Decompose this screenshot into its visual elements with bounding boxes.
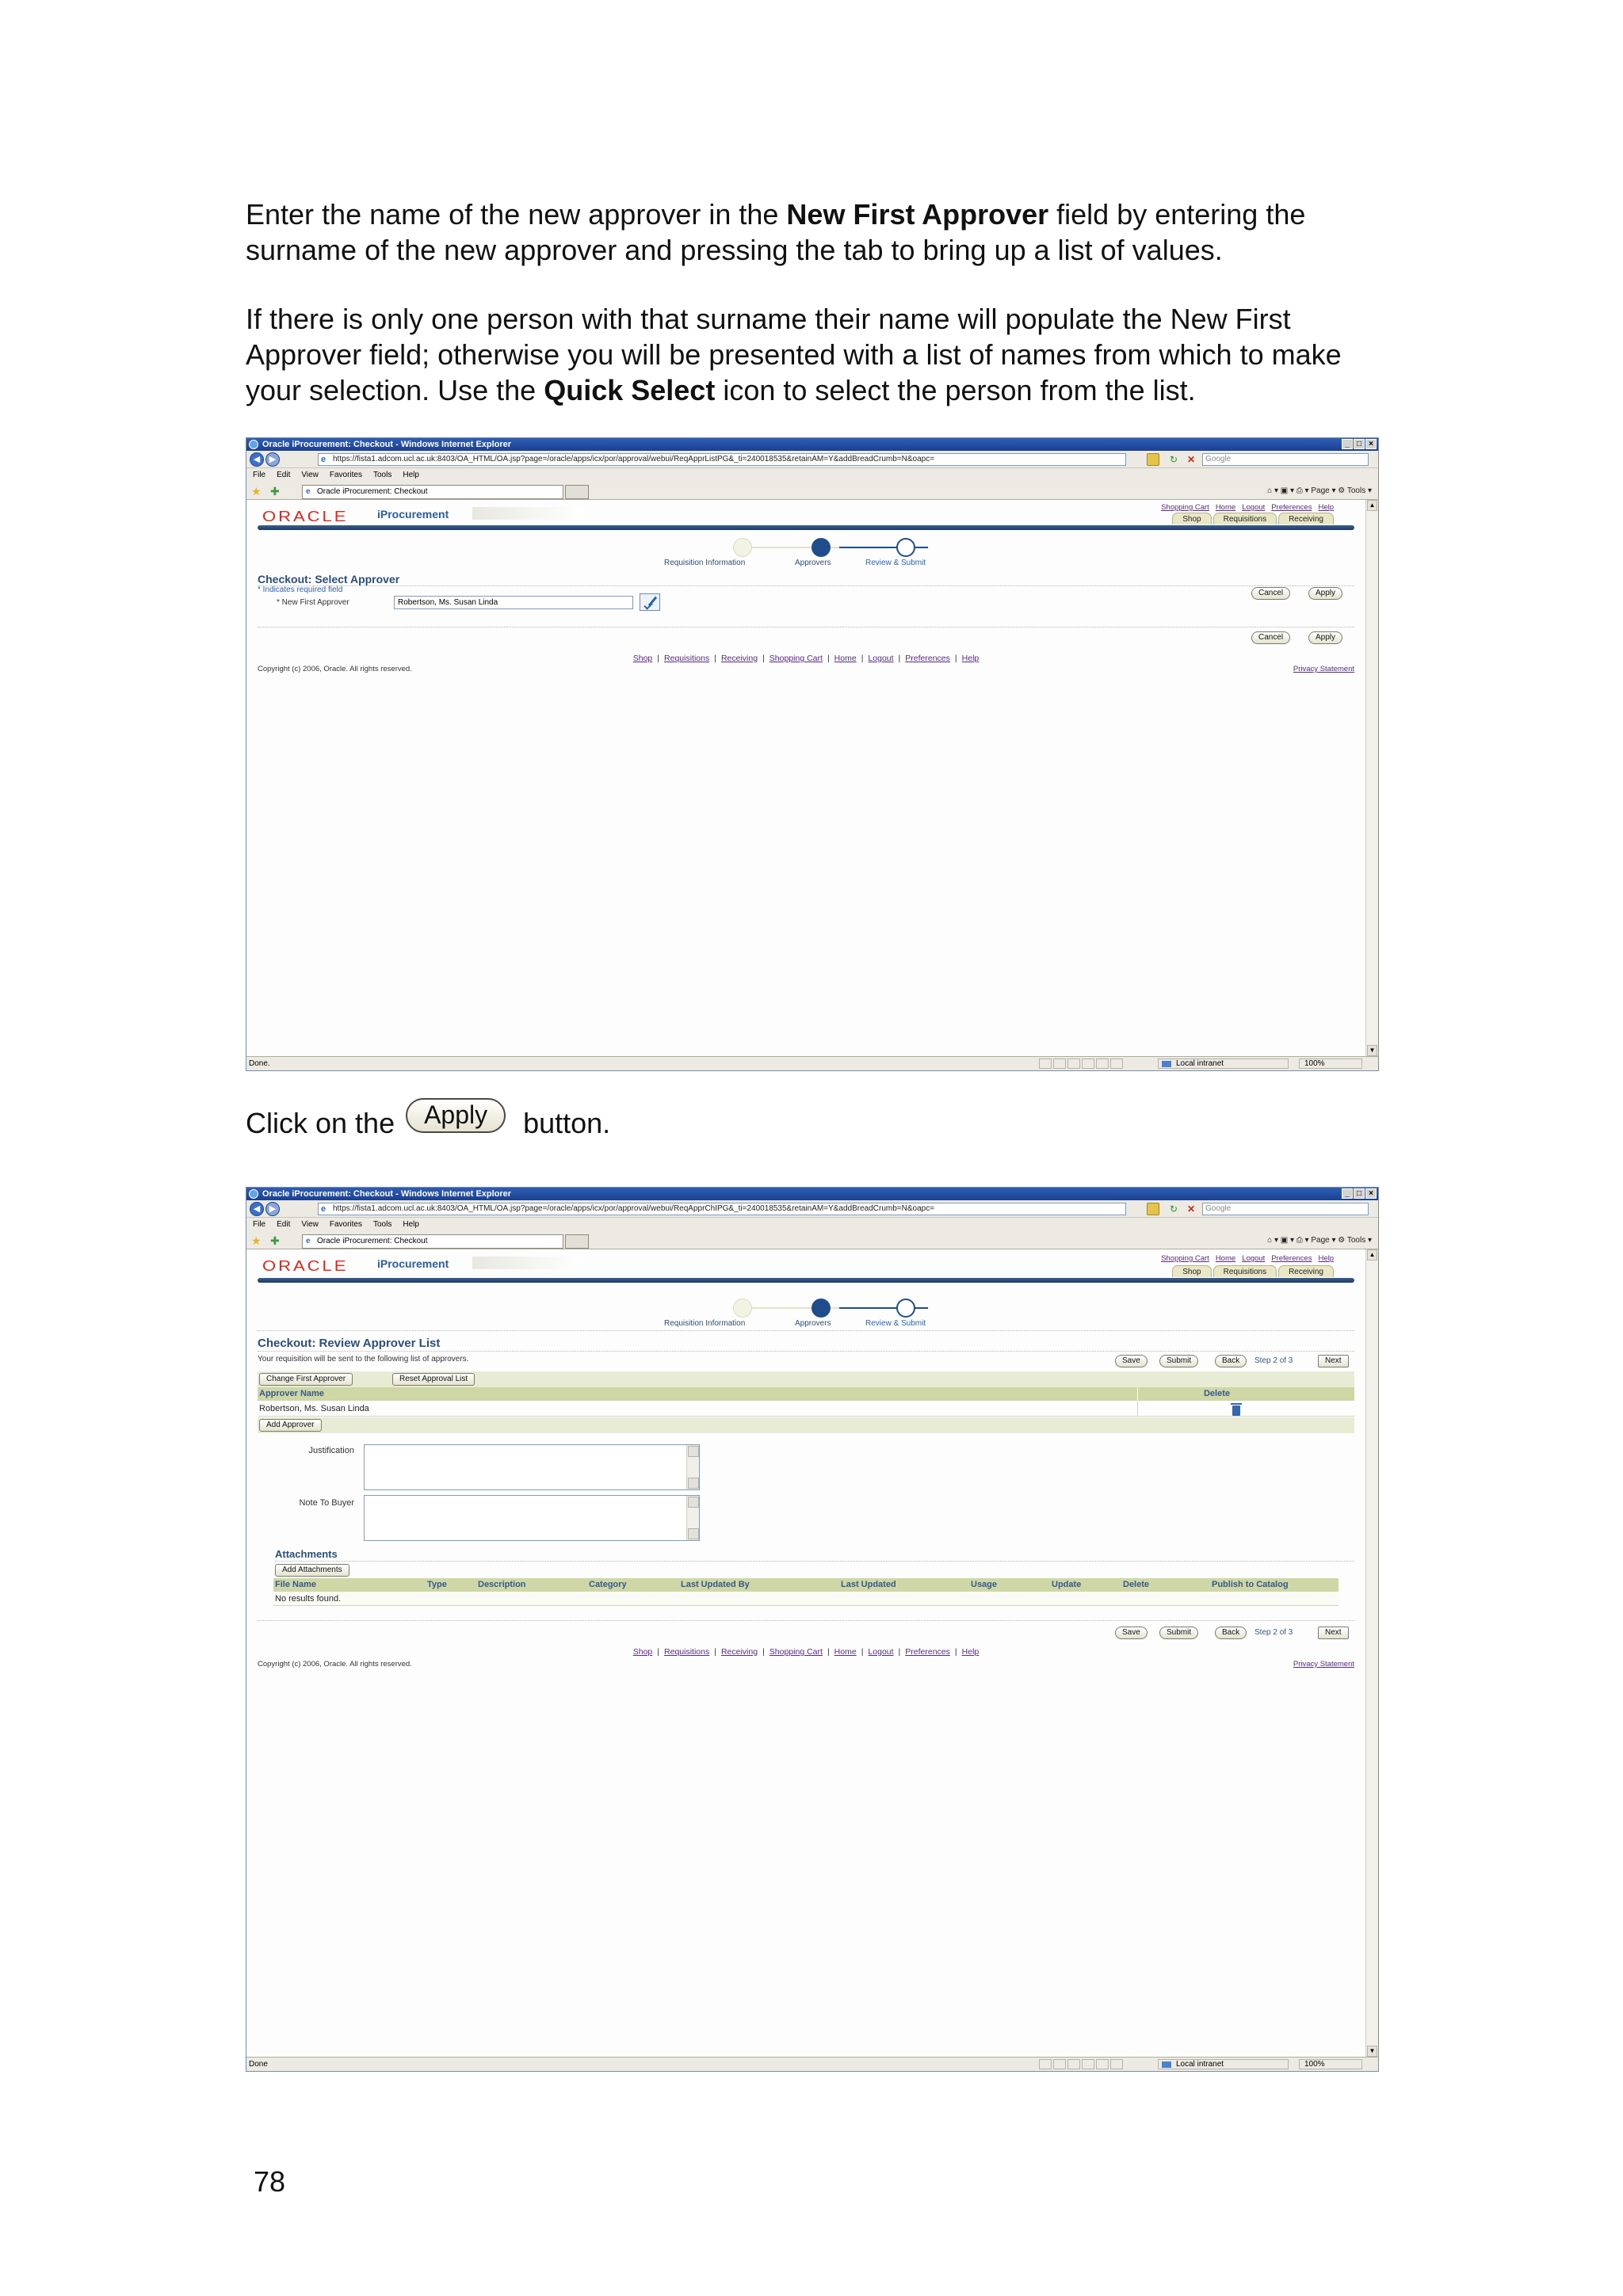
favorites-bar bbox=[246, 1232, 1378, 1249]
status-text: Done. bbox=[249, 1059, 270, 1068]
footer-link-shopping-cart[interactable]: Shopping Cart bbox=[769, 654, 823, 663]
search-input[interactable]: Google bbox=[1202, 1203, 1369, 1215]
footer-link-receiving[interactable]: Receiving bbox=[720, 1647, 758, 1657]
maximize-button[interactable]: □ bbox=[1354, 1188, 1365, 1199]
page-subtitle: Your requisition will be sent to the following list of approvers. bbox=[258, 1355, 469, 1363]
new-tab[interactable] bbox=[565, 1234, 589, 1249]
window-titlebar: Oracle iProcurement: Checkout - Windows Internet Explorer _ □ × bbox=[246, 438, 1378, 451]
footer-link-preferences[interactable]: Preferences bbox=[905, 1647, 950, 1657]
footer-link-shop[interactable]: Shop bbox=[632, 654, 653, 663]
refresh-icon[interactable]: ↻ bbox=[1169, 454, 1178, 465]
link-shopping-cart[interactable]: Shopping Cart bbox=[1161, 1254, 1209, 1263]
att-col-category: Category bbox=[589, 1580, 627, 1589]
next-button[interactable]: Next bbox=[1318, 1355, 1349, 1367]
table-row bbox=[273, 1592, 1338, 1606]
att-col-last-updated: Last Updated bbox=[841, 1580, 896, 1589]
link-home[interactable]: Home bbox=[1215, 1254, 1236, 1263]
tab-shop[interactable]: Shop bbox=[1172, 1265, 1211, 1277]
apply-button-image: Apply bbox=[406, 1098, 506, 1133]
att-col-last-updated-by: Last Updated By bbox=[681, 1580, 750, 1589]
link-logout[interactable]: Logout bbox=[1242, 503, 1266, 512]
menu-view[interactable]: View bbox=[301, 1220, 319, 1229]
approver-name-cell: Robertson, Ms. Susan Linda bbox=[259, 1404, 369, 1413]
cancel-button[interactable]: Cancel bbox=[1251, 587, 1290, 600]
menu-file[interactable]: File bbox=[253, 1220, 266, 1229]
zoom-level[interactable]: 100% bbox=[1299, 2059, 1362, 2069]
oracle-logo: ORACLE bbox=[262, 507, 349, 525]
url-field[interactable]: e https://fista1.adcom.ucl.ac.uk:8403/OA_HTML/OA.jsp?page=/oracle/apps/icx/por/approval/webui/ReqApprListPG&_ti=240018535&retainAM=Y&addBreadCrumb=N&oapc= bbox=[318, 453, 1126, 466]
step-indicator-bottom: Step 2 of 3 bbox=[1254, 1628, 1293, 1637]
zone-indicator: Local intranet bbox=[1158, 2059, 1289, 2069]
status-bar bbox=[246, 2057, 1378, 2071]
lock-icon bbox=[1147, 453, 1159, 466]
footer-link-shop[interactable]: Shop bbox=[632, 1647, 653, 1657]
forward-icon[interactable]: ▶ bbox=[265, 452, 280, 467]
cancel-button-bottom[interactable]: Cancel bbox=[1251, 631, 1290, 644]
screenshot-select-approver bbox=[246, 437, 1379, 1071]
menu-bar bbox=[246, 1218, 1378, 1232]
privacy-link[interactable]: Privacy Statement bbox=[1293, 1660, 1354, 1669]
forward-icon[interactable]: ▶ bbox=[265, 1202, 280, 1216]
table-row bbox=[258, 1401, 1354, 1417]
link-preferences[interactable]: Preferences bbox=[1271, 503, 1312, 512]
add-attachments-button[interactable]: Add Attachments bbox=[275, 1564, 349, 1577]
apply-button[interactable]: Apply bbox=[1308, 587, 1342, 600]
vertical-scrollbar[interactable] bbox=[1365, 1249, 1378, 2057]
close-button[interactable]: × bbox=[1365, 1188, 1377, 1199]
url-field[interactable]: e https://fista1.adcom.ucl.ac.uk:8403/OA_HTML/OA.jsp?page=/oracle/apps/icx/por/approval/webui/ReqApprChIPG&_ti=240018535&retainAM=Y&addBreadCrumb=N&oapc= bbox=[318, 1203, 1126, 1215]
footer-link-receiving[interactable]: Receiving bbox=[720, 654, 758, 663]
footer-link-preferences[interactable]: Preferences bbox=[905, 654, 950, 663]
att-col-update: Update bbox=[1052, 1580, 1082, 1589]
product-name: iProcurement bbox=[377, 1257, 449, 1270]
scroll-up-icon[interactable]: ▲ bbox=[1367, 500, 1377, 511]
footer-link-home[interactable]: Home bbox=[834, 1647, 857, 1657]
menu-tools[interactable]: Tools bbox=[372, 1220, 392, 1229]
tab-shop[interactable]: Shop bbox=[1172, 513, 1211, 524]
step-label-approvers: Approvers bbox=[795, 559, 831, 567]
submit-button[interactable]: Submit bbox=[1159, 1355, 1198, 1367]
page-title: Checkout: Review Approver List bbox=[258, 1337, 441, 1350]
tab-requisitions[interactable]: Requisitions bbox=[1213, 1265, 1277, 1277]
new-first-approver-field[interactable]: Robertson, Ms. Susan Linda bbox=[394, 596, 633, 609]
lock-icon bbox=[1147, 1203, 1159, 1215]
footer-links: Shop | Requisitions | Receiving | Shopping Cart | Home | Logout | Preferences | Help bbox=[632, 654, 980, 663]
product-name: iProcurement bbox=[377, 508, 449, 521]
footer-link-requisitions[interactable]: Requisitions bbox=[664, 654, 710, 663]
apply-button-bottom[interactable]: Apply bbox=[1308, 631, 1342, 644]
att-col-publish: Publish to Catalog bbox=[1212, 1580, 1289, 1589]
command-bar[interactable]: ⌂ ▾ ▣ ▾ ⎙ ▾ Page ▾ ⚙ Tools ▾ bbox=[1267, 486, 1372, 495]
window-titlebar: Oracle iProcurement: Checkout - Windows Internet Explorer _ □ × bbox=[246, 1188, 1378, 1200]
menu-bar bbox=[246, 468, 1378, 482]
link-preferences[interactable]: Preferences bbox=[1271, 1254, 1312, 1263]
favorites-star-icon[interactable]: ★ bbox=[251, 485, 262, 498]
back-button-bottom[interactable]: Back bbox=[1215, 1627, 1247, 1639]
footer-link-help[interactable]: Help bbox=[961, 1647, 980, 1657]
status-bar bbox=[246, 1056, 1378, 1070]
instruction-paragraph-1: Enter the name of the new approver in the New First Approver field by entering the surname of the new approver and pressing the tab to bring up a list of values. bbox=[246, 198, 1306, 266]
step-dot-approvers bbox=[812, 1299, 831, 1318]
att-col-usage: Usage bbox=[971, 1580, 998, 1589]
address-bar bbox=[246, 1200, 1378, 1218]
step-label-requisition: Requisition Information bbox=[664, 1319, 746, 1328]
att-col-file-name: File Name bbox=[275, 1580, 316, 1589]
minimize-button[interactable]: _ bbox=[1342, 1188, 1353, 1199]
status-text: Done bbox=[249, 2060, 268, 2069]
footer-link-help[interactable]: Help bbox=[961, 654, 980, 663]
click-apply-instruction: Click on the Apply button. bbox=[246, 1105, 1387, 1161]
no-results-text: No results found. bbox=[275, 1594, 342, 1604]
refresh-icon[interactable]: ↻ bbox=[1169, 1203, 1178, 1215]
minimize-button[interactable]: _ bbox=[1342, 439, 1353, 449]
justification-field[interactable] bbox=[364, 1444, 700, 1490]
global-links bbox=[1155, 503, 1334, 512]
attachments-table-header bbox=[273, 1578, 1338, 1592]
step-label-approvers: Approvers bbox=[795, 1319, 831, 1328]
step-indicator: Step 2 of 3 bbox=[1254, 1356, 1293, 1365]
zone-indicator: Local intranet bbox=[1158, 1058, 1289, 1069]
search-input[interactable]: Google bbox=[1202, 453, 1369, 466]
menu-favorites[interactable]: Favorites bbox=[329, 1220, 362, 1229]
address-bar bbox=[246, 451, 1378, 468]
back-icon[interactable]: ◀ bbox=[250, 1202, 264, 1216]
page-number: 78 bbox=[254, 2165, 286, 2198]
new-first-approver-label: * New First Approver bbox=[277, 598, 349, 607]
favorites-bar bbox=[246, 482, 1378, 500]
save-button[interactable]: Save bbox=[1115, 1355, 1148, 1367]
menu-help[interactable]: Help bbox=[403, 471, 419, 479]
tab-receiving[interactable]: Receiving bbox=[1278, 1265, 1334, 1277]
required-note: * Indicates required field bbox=[258, 585, 343, 594]
copyright: Copyright (c) 2006, Oracle. All rights reserved. bbox=[258, 1660, 412, 1669]
menu-edit[interactable]: Edit bbox=[277, 1220, 291, 1229]
att-col-type: Type bbox=[427, 1580, 447, 1589]
step-dot-review bbox=[896, 1299, 915, 1318]
page-content bbox=[246, 500, 1365, 1056]
oracle-logo: ORACLE bbox=[262, 1257, 349, 1275]
zoom-level[interactable]: 100% bbox=[1299, 1058, 1362, 1069]
instruction-paragraph-2: If there is only one person with that surname their name will populate the New First Approver field; otherwise you will be presented with a list of names from which to make your selection. Use the Quick Select icon to select the person from the list. bbox=[246, 303, 1342, 406]
ie-icon bbox=[249, 440, 258, 449]
scroll-up-icon[interactable]: ▲ bbox=[1367, 1249, 1377, 1261]
footer-link-logout[interactable]: Logout bbox=[868, 654, 894, 663]
ie-icon bbox=[249, 1189, 258, 1199]
global-tabs bbox=[1172, 513, 1334, 524]
copyright: Copyright (c) 2006, Oracle. All rights reserved. bbox=[258, 665, 412, 673]
link-help[interactable]: Help bbox=[1318, 1254, 1334, 1263]
att-col-delete: Delete bbox=[1123, 1580, 1150, 1589]
menu-view[interactable]: View bbox=[301, 471, 319, 479]
stop-icon[interactable]: ✕ bbox=[1186, 454, 1196, 465]
step-dot-requisition bbox=[733, 538, 752, 557]
screenshot-review-approver-list bbox=[246, 1187, 1379, 2072]
step-dot-requisition bbox=[733, 1299, 752, 1318]
new-tab[interactable] bbox=[565, 485, 589, 499]
justification-scrollbar[interactable] bbox=[686, 1445, 699, 1489]
add-approver-band bbox=[258, 1417, 1354, 1433]
stop-icon[interactable]: ✕ bbox=[1186, 1203, 1196, 1215]
menu-edit[interactable]: Edit bbox=[277, 471, 291, 479]
save-button-bottom[interactable]: Save bbox=[1115, 1627, 1148, 1639]
attachments-heading: Attachments bbox=[275, 1548, 338, 1560]
footer-links: Shop | Requisitions | Receiving | Shopping Cart | Home | Logout | Preferences | Help bbox=[632, 1647, 980, 1657]
menu-favorites[interactable]: Favorites bbox=[329, 471, 362, 479]
back-icon[interactable]: ◀ bbox=[250, 452, 264, 467]
scroll-down-icon[interactable]: ▼ bbox=[1367, 1045, 1377, 1056]
step-label-requisition: Requisition Information bbox=[664, 559, 746, 567]
tab-receiving[interactable]: Receiving bbox=[1278, 513, 1334, 524]
privacy-link[interactable]: Privacy Statement bbox=[1293, 665, 1354, 673]
approver-table-header bbox=[258, 1387, 1354, 1401]
reset-approval-list-button[interactable]: Reset Approval List bbox=[392, 1373, 475, 1386]
maximize-button[interactable]: □ bbox=[1354, 439, 1365, 449]
step-dot-approvers bbox=[812, 538, 831, 557]
tab-requisitions[interactable]: Requisitions bbox=[1213, 513, 1277, 524]
footer-link-logout[interactable]: Logout bbox=[868, 1647, 894, 1657]
footer-link-shopping-cart[interactable]: Shopping Cart bbox=[769, 1647, 823, 1657]
step-label-review: Review & Submit bbox=[865, 559, 926, 567]
note-to-buyer-field[interactable] bbox=[364, 1495, 700, 1541]
logo-fade bbox=[472, 507, 583, 520]
browser-tab[interactable]: e Oracle iProcurement: Checkout bbox=[302, 485, 563, 499]
logo-fade bbox=[472, 1257, 583, 1269]
add-approver-button[interactable]: Add Approver bbox=[259, 1419, 322, 1432]
global-tabs bbox=[1172, 1265, 1334, 1277]
link-logout[interactable]: Logout bbox=[1242, 1254, 1266, 1263]
note-scrollbar[interactable] bbox=[686, 1496, 699, 1540]
footer-link-requisitions[interactable]: Requisitions bbox=[664, 1647, 710, 1657]
link-home[interactable]: Home bbox=[1215, 503, 1236, 512]
step-label-review: Review & Submit bbox=[865, 1319, 926, 1328]
page-content bbox=[246, 1249, 1365, 2057]
menu-help[interactable]: Help bbox=[403, 1220, 419, 1229]
justification-label: Justification bbox=[308, 1446, 354, 1455]
next-button-bottom[interactable]: Next bbox=[1318, 1627, 1349, 1639]
add-favorite-icon[interactable]: ✚ bbox=[270, 1234, 280, 1247]
note-to-buyer-label: Note To Buyer bbox=[299, 1498, 354, 1508]
add-favorite-icon[interactable]: ✚ bbox=[270, 485, 280, 498]
col-delete: Delete bbox=[1137, 1387, 1293, 1401]
header-bar bbox=[258, 525, 1354, 530]
col-approver-name: Approver Name bbox=[259, 1389, 324, 1398]
menu-file[interactable]: File bbox=[253, 471, 266, 479]
submit-button-bottom[interactable]: Submit bbox=[1159, 1627, 1198, 1639]
menu-tools[interactable]: Tools bbox=[372, 471, 392, 479]
browser-tab[interactable]: e Oracle iProcurement: Checkout bbox=[302, 1234, 563, 1249]
header-bar bbox=[258, 1278, 1354, 1283]
back-button[interactable]: Back bbox=[1215, 1355, 1247, 1367]
step-dot-review bbox=[896, 538, 915, 557]
favorites-star-icon[interactable]: ★ bbox=[251, 1234, 262, 1247]
att-col-description: Description bbox=[478, 1580, 526, 1589]
close-button[interactable]: × bbox=[1365, 439, 1377, 449]
page-title: Checkout: Select Approver bbox=[258, 573, 400, 585]
global-links bbox=[1155, 1254, 1334, 1263]
trash-icon[interactable] bbox=[1232, 1405, 1240, 1416]
change-first-approver-button[interactable]: Change First Approver bbox=[259, 1373, 353, 1386]
link-shopping-cart[interactable]: Shopping Cart bbox=[1161, 503, 1209, 512]
scroll-down-icon[interactable]: ▼ bbox=[1367, 2046, 1377, 2057]
link-help[interactable]: Help bbox=[1318, 503, 1334, 512]
footer-link-home[interactable]: Home bbox=[834, 654, 857, 663]
command-bar[interactable]: ⌂ ▾ ▣ ▾ ⎙ ▾ Page ▾ ⚙ Tools ▾ bbox=[1267, 1236, 1372, 1245]
vertical-scrollbar[interactable] bbox=[1365, 500, 1378, 1056]
quick-select-icon[interactable] bbox=[640, 593, 660, 611]
